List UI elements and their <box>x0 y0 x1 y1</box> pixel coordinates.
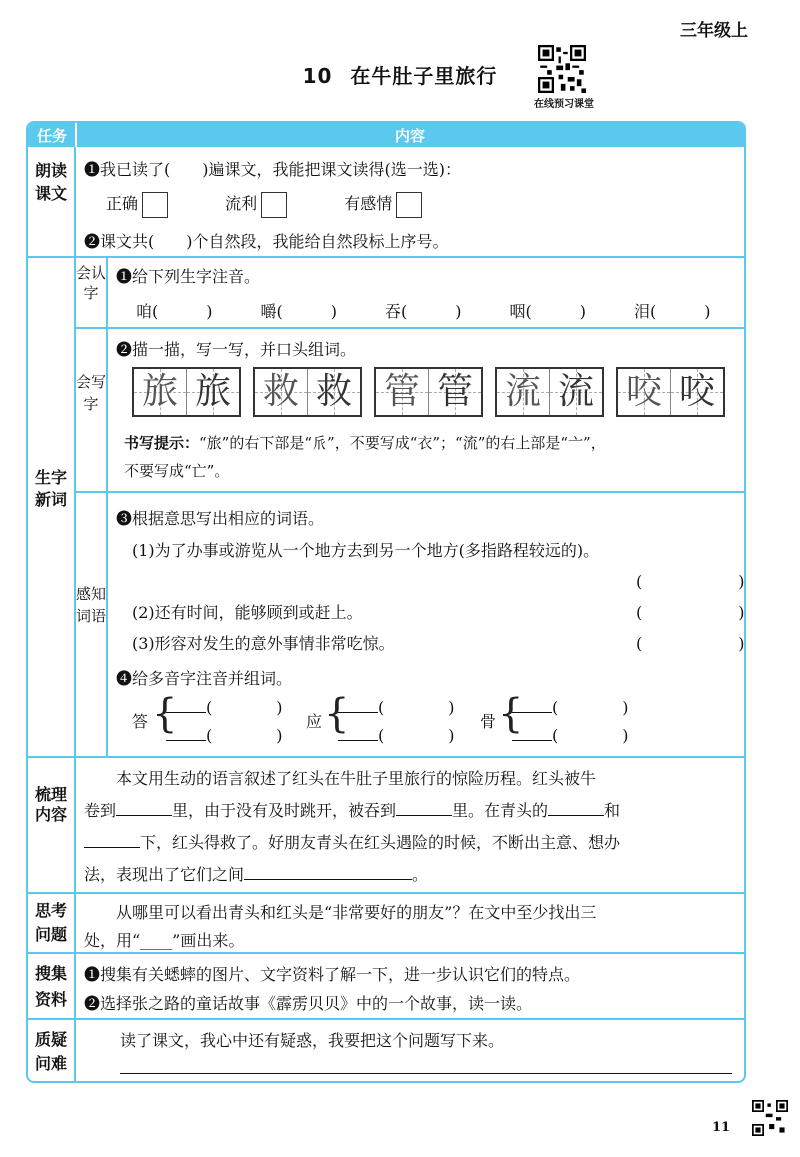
poly-slot[interactable]: ( ) <box>512 723 629 746</box>
q3-item-3: (3)形容对发生的意外事情非常吃惊。 <box>132 634 395 653</box>
writing-tip <box>124 432 606 453</box>
option-emotion-label: 有感情 <box>344 194 393 213</box>
writing-grid[interactable] <box>374 367 483 417</box>
table-header <box>28 123 744 147</box>
row-divider <box>28 1018 746 1020</box>
subtask-recognize: 会认字 <box>76 264 107 302</box>
section-label-think: 思考问题 <box>34 901 67 944</box>
write-char[interactable]: 旅 <box>186 369 239 415</box>
words-question-4: ❹给多音字注音并组词。 <box>116 669 293 688</box>
trace-char: 救 <box>255 369 307 415</box>
read-question-1: ❶我已读了( )遍课文，我能把课文读得(选一选)： <box>84 160 461 179</box>
q3-answer-2[interactable]: ( ) <box>636 603 745 622</box>
brace: { <box>152 691 178 737</box>
section-label-question: 质疑问难 <box>34 1030 67 1073</box>
writing-grid[interactable] <box>132 367 241 417</box>
lesson-number: 10 <box>302 64 333 88</box>
row-divider <box>28 756 746 758</box>
col-task-heading: 任务 <box>36 127 67 145</box>
poly-slot[interactable]: ( ) <box>512 695 629 718</box>
think-line-1: 从哪里可以看出青头和红头是“非常要好的朋友”？在文中至少找出三 <box>116 903 597 922</box>
poly-slot[interactable]: ( ) <box>338 723 455 746</box>
trace-char: 咬 <box>618 369 670 415</box>
section-label-words: 生字新词 <box>34 468 67 509</box>
brace: { <box>498 691 524 737</box>
row-divider <box>28 892 746 894</box>
option-correct-checkbox[interactable] <box>142 192 168 218</box>
q3-item-1: (1)为了办事或游览从一个地方去到另一个地方(多指路程较远的)。 <box>132 541 600 560</box>
q3-answer-1[interactable]: ( ) <box>636 572 745 591</box>
pinyin-row <box>136 299 711 322</box>
row-divider <box>28 256 746 258</box>
write-char[interactable]: 咬 <box>670 369 723 415</box>
collect-line-1: ❶搜集有关蟋蟀的图片、文字资料了解一下，进一步认识它们的特点。 <box>84 965 581 984</box>
pinyin-item[interactable]: 吞( ) <box>385 302 462 321</box>
trace-char: 旅 <box>134 369 186 415</box>
think-line-2: 处，用“____”画出来。 <box>84 931 245 950</box>
option-correct-label: 正确 <box>106 194 139 213</box>
row-divider <box>74 327 746 329</box>
writing-tip-line2: 不要写成“亡”。 <box>124 462 230 480</box>
lesson-title-text: 在牛肚子里旅行 <box>350 64 498 88</box>
section-label-read: 朗读课文 <box>34 161 67 203</box>
collect-line-2: ❷选择张之路的童话故事《霹雳贝贝》中的一个故事，读一读。 <box>84 994 533 1013</box>
trace-char: 管 <box>376 369 428 415</box>
words-question-2: ❷描一描，写一写，并口头组词。 <box>116 340 357 359</box>
row-divider <box>28 952 746 954</box>
worksheet-table <box>26 121 746 1083</box>
col-content-heading: 内容 <box>394 127 425 145</box>
writing-grid[interactable] <box>616 367 725 417</box>
subtask-write: 会写字 <box>76 373 107 413</box>
read-options <box>106 191 422 218</box>
fill-blank[interactable] <box>548 815 604 816</box>
option-fluent-label: 流利 <box>225 194 258 213</box>
row-divider <box>74 491 746 493</box>
sort-line-2: 卷到 里，由于没有及时跳开，被吞到 里。在青头的 和 <box>84 801 621 820</box>
write-char[interactable]: 管 <box>428 369 481 415</box>
fill-blank[interactable] <box>116 815 172 816</box>
writing-grid[interactable] <box>495 367 604 417</box>
words-question-3: ❸根据意思写出相应的词语。 <box>116 509 325 528</box>
q3-item-2: (2)还有时间，能够顾到或赶上。 <box>132 603 363 622</box>
option-emotion-checkbox[interactable] <box>396 192 422 218</box>
write-char[interactable]: 流 <box>549 369 602 415</box>
words-question-1: ❶给下列生字注音。 <box>116 267 261 286</box>
trace-char: 流 <box>497 369 549 415</box>
pinyin-item[interactable]: 泪( ) <box>634 302 711 321</box>
grade-label: 三年级上 <box>680 21 748 41</box>
sort-line-4: 法，表现出了它们之间 。 <box>84 865 429 884</box>
sort-line-1: 本文用生动的语言叙述了红头在牛肚子里旅行的惊险历程。红头被牛 <box>116 769 597 788</box>
brace: { <box>324 691 350 737</box>
writing-tip-line1: “旅”的右下部是“𠂢”，不要写成“衣”；“流”的右上部是“亠”， <box>199 434 606 452</box>
section-label-sort: 梳理内容 <box>34 785 67 824</box>
fill-blank[interactable] <box>84 847 140 848</box>
poly-char: 答 <box>132 712 149 731</box>
sort-line-3: 下，红头得救了。好朋友青头在红头遇险的时候，不断出主意、想办 <box>84 830 620 853</box>
section-label-collect: 搜集资料 <box>34 964 67 1009</box>
poly-slot[interactable]: ( ) <box>166 695 283 718</box>
lesson-title <box>0 60 800 89</box>
fill-blank[interactable] <box>396 815 452 816</box>
qr-caption: 在线预习课堂 <box>534 99 594 110</box>
poly-slot[interactable]: ( ) <box>166 723 283 746</box>
qr-code-icon[interactable] <box>538 45 586 93</box>
write-char[interactable]: 救 <box>307 369 360 415</box>
subtask-perceive: 感知词语 <box>76 585 107 625</box>
writing-tip-label: 书写提示： <box>124 434 200 452</box>
question-prompt: 读了课文，我心中还有疑惑，我要把这个问题写下来。 <box>120 1031 505 1050</box>
fill-blank[interactable] <box>244 879 412 880</box>
pinyin-item[interactable]: 咱( ) <box>136 302 213 321</box>
page-number: 11 <box>712 1120 731 1135</box>
q3-answer-3[interactable]: ( ) <box>636 634 745 653</box>
answer-line[interactable] <box>120 1073 732 1074</box>
poly-char: 骨 <box>480 712 497 731</box>
qr-code-small-icon[interactable] <box>752 1100 788 1136</box>
read-question-2: ❷课文共( )个自然段，我能给自然段标上序号。 <box>84 232 449 251</box>
subtask-column-line <box>106 256 108 756</box>
poly-slot[interactable]: ( ) <box>338 695 455 718</box>
poly-char: 应 <box>306 712 323 731</box>
pinyin-item[interactable]: 嚼( ) <box>260 302 337 321</box>
option-fluent-checkbox[interactable] <box>261 192 287 218</box>
writing-grid[interactable] <box>253 367 362 417</box>
pinyin-item[interactable]: 咽( ) <box>509 302 586 321</box>
